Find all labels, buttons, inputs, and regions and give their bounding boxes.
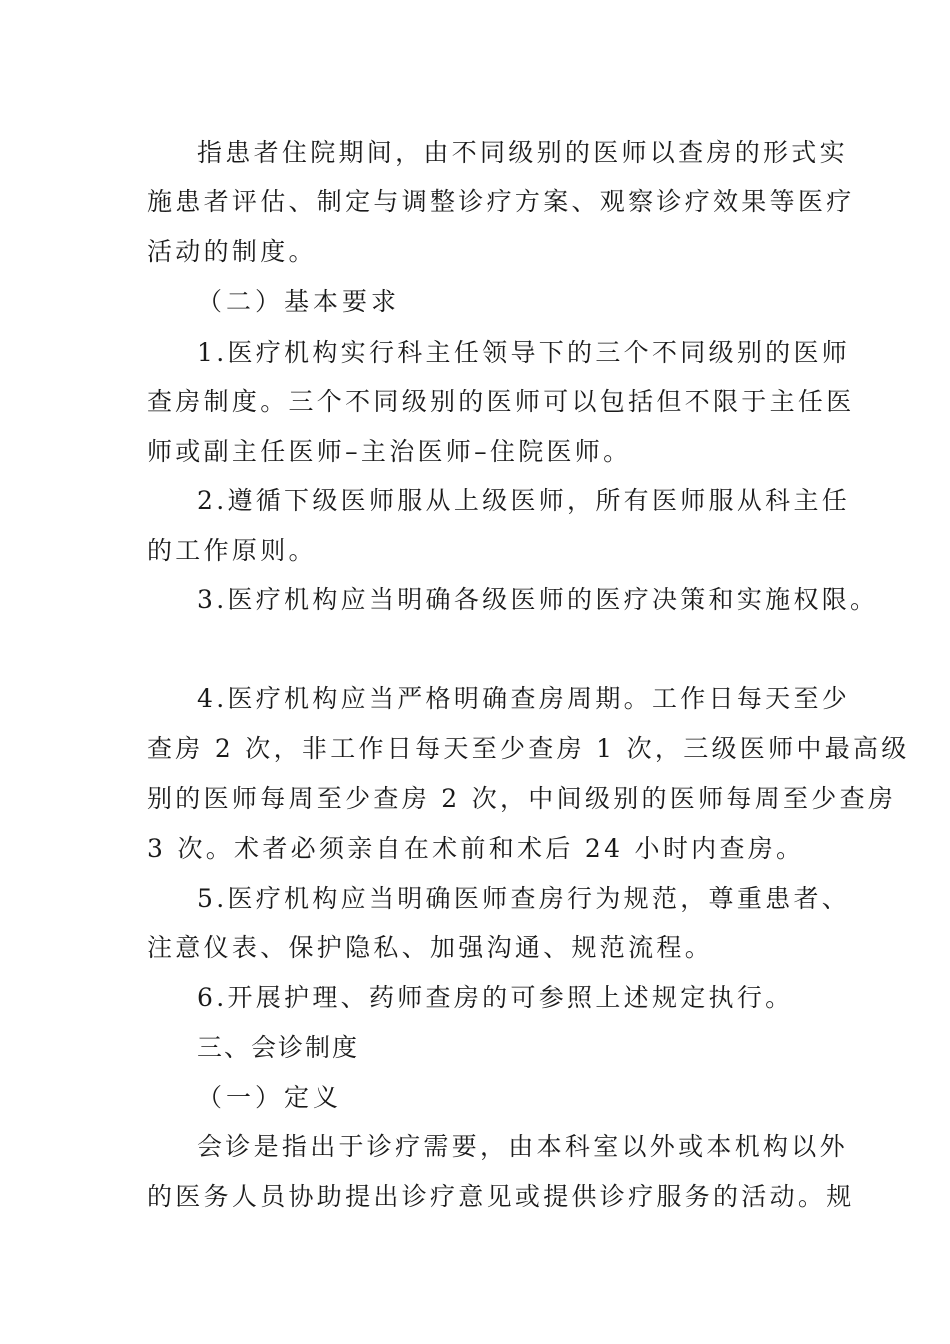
paragraph-line: 的工作原则。 bbox=[147, 536, 317, 565]
paragraph-line: 活动的制度。 bbox=[147, 237, 317, 266]
paragraph-line: 会诊是指出于诊疗需要，由本科室以外或本机构以外 bbox=[197, 1132, 848, 1161]
paragraph-line: 施患者评估、制定与调整诊疗方案、观察诊疗效果等医疗 bbox=[147, 187, 855, 216]
subsection-heading: （二）基本要求 bbox=[197, 287, 401, 316]
paragraph-line: 4.医疗机构应当严格明确查房周期。工作日每天至少 bbox=[197, 684, 851, 713]
paragraph-line: 查房 2 次，非工作日每天至少查房 1 次，三级医师中最高级 bbox=[147, 734, 910, 763]
paragraph-line: 5.医疗机构应当明确医师查房行为规范，尊重患者、 bbox=[197, 884, 851, 913]
paragraph-line: 师或副主任医师–主治医师–住院医师。 bbox=[147, 437, 632, 466]
paragraph-line: 指患者住院期间，由不同级别的医师以查房的形式实 bbox=[197, 138, 848, 167]
paragraph-line: 注意仪表、保护隐私、加强沟通、规范流程。 bbox=[147, 933, 714, 962]
paragraph-line: 3.医疗机构应当明确各级医师的医疗决策和实施权限。 bbox=[197, 585, 879, 614]
paragraph-line: 6.开展护理、药师查房的可参照上述规定执行。 bbox=[197, 983, 794, 1012]
paragraph-line: 别的医师每周至少查房 2 次，中间级别的医师每周至少查房 bbox=[147, 784, 897, 813]
section-heading: 三、会诊制度 bbox=[197, 1033, 360, 1062]
paragraph-line: 2.遵循下级医师服从上级医师，所有医师服从科主任 bbox=[197, 486, 851, 515]
subsection-heading: （一）定义 bbox=[197, 1083, 343, 1112]
paragraph-line: 1.医疗机构实行科主任领导下的三个不同级别的医师 bbox=[197, 338, 851, 367]
paragraph-line: 3 次。术者必须亲自在术前和术后 24 小时内查房。 bbox=[147, 834, 805, 863]
paragraph-line: 查房制度。三个不同级别的医师可以包括但不限于主任医 bbox=[147, 387, 855, 416]
paragraph-line: 的医务人员协助提出诊疗意见或提供诊疗服务的活动。规 bbox=[147, 1182, 855, 1211]
